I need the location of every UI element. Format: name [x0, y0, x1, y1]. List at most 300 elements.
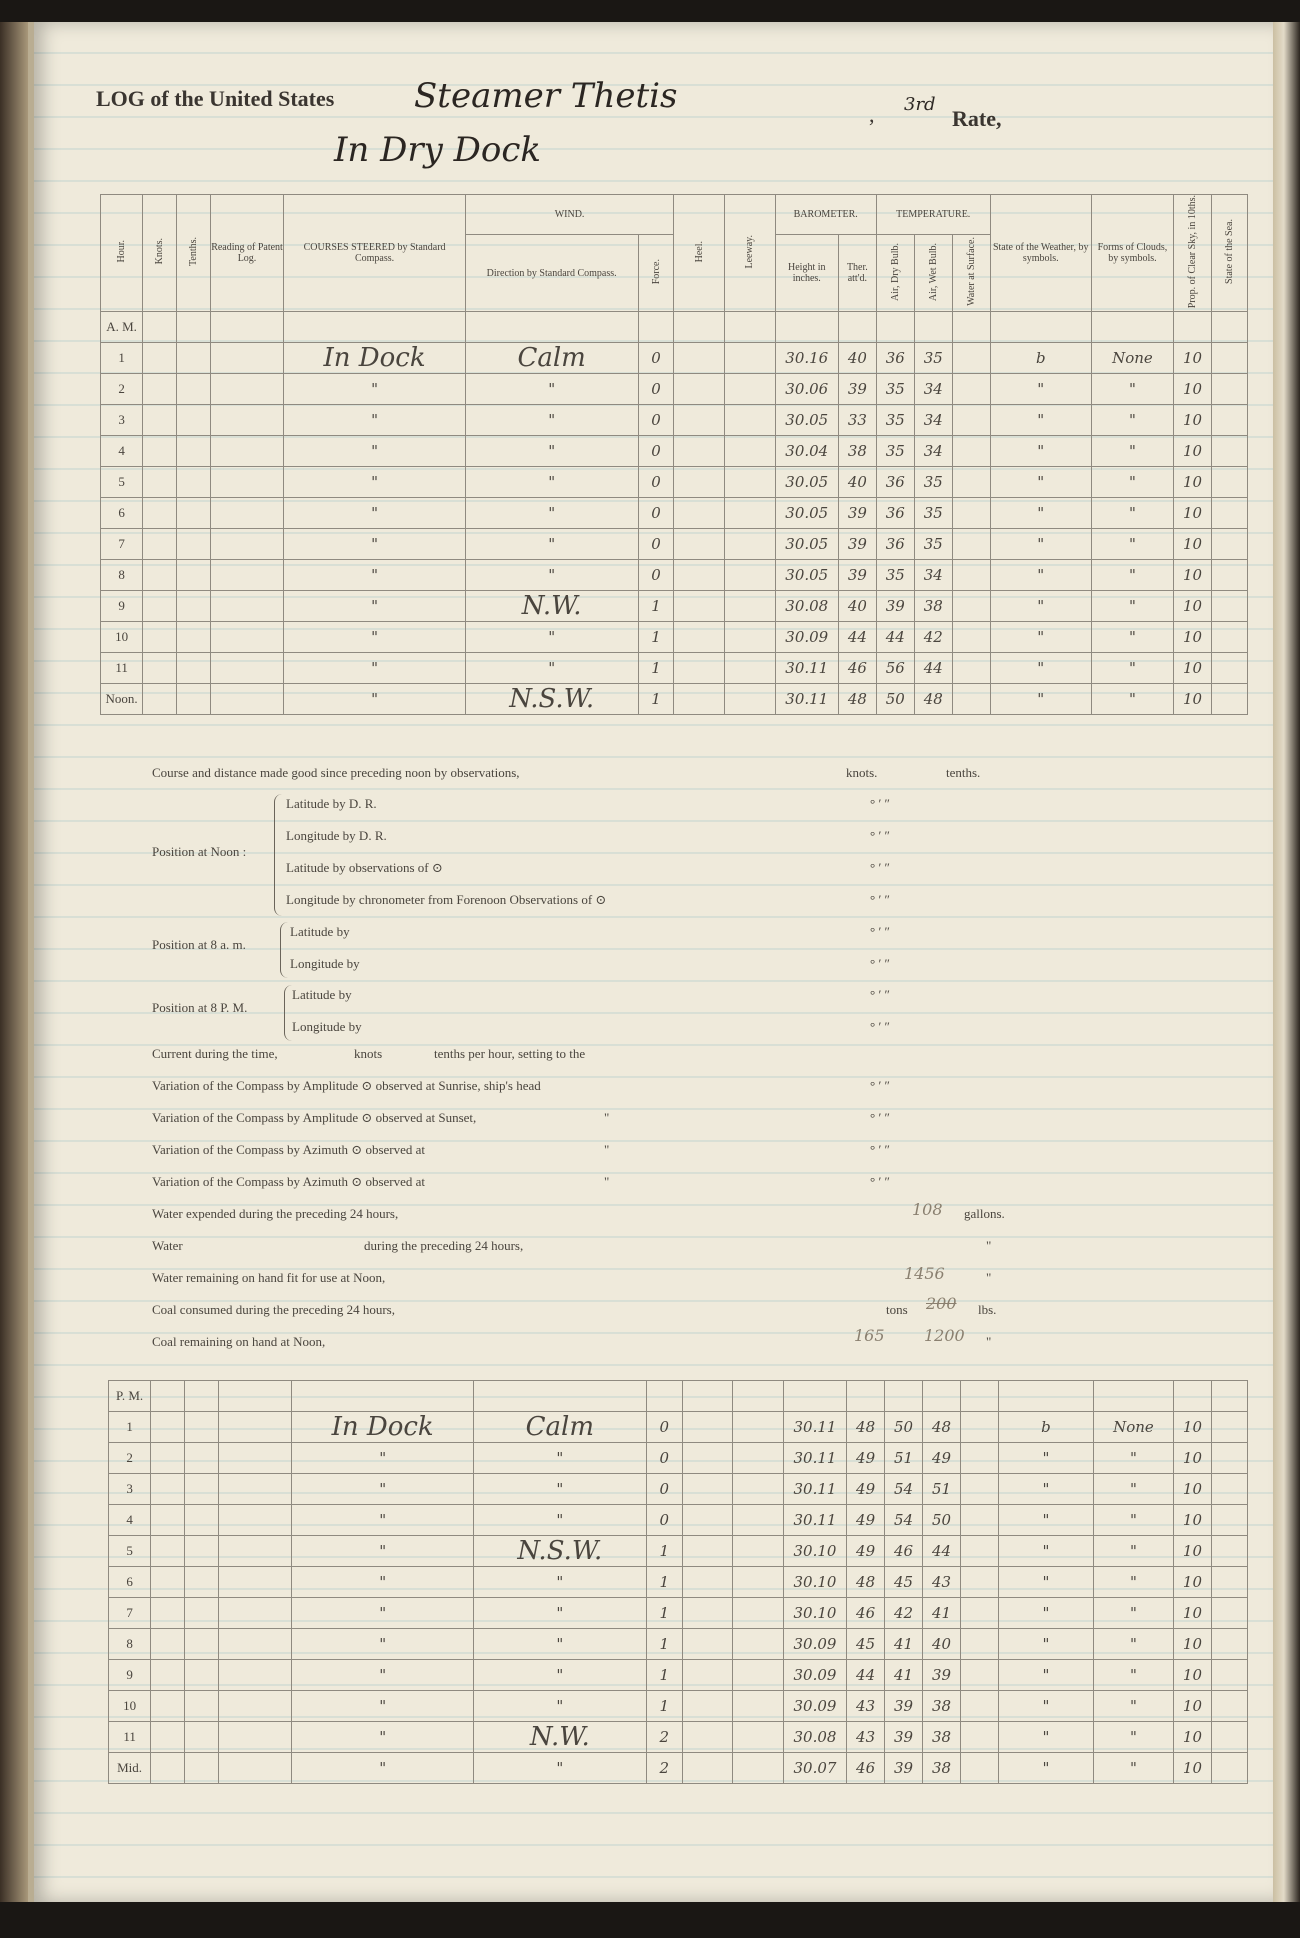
cell-clouds: "	[1091, 653, 1173, 684]
tenths-label: tenths.	[946, 765, 981, 780]
cell-bar: 30.09	[783, 1629, 846, 1660]
cell-empty	[218, 1722, 292, 1753]
cell-course: "	[292, 1629, 473, 1660]
cell-empty	[143, 498, 177, 529]
cell-hour: 3	[101, 405, 143, 436]
cell-wind: Calm	[473, 1412, 646, 1443]
cell-empty	[176, 312, 210, 343]
cell-force: 0	[638, 374, 674, 405]
cell-empty	[682, 1567, 733, 1598]
cell-wet: 35	[914, 529, 952, 560]
cell-empty	[952, 622, 990, 653]
cell-weather: "	[998, 1753, 1093, 1784]
cell-hour: 11	[109, 1722, 151, 1753]
cell-empty	[952, 684, 990, 715]
pm8-lon: Longitude by	[292, 1019, 362, 1034]
cell-empty	[1211, 1381, 1247, 1412]
cell-empty	[682, 1691, 733, 1722]
cell-force: 2	[646, 1753, 682, 1784]
table-row	[109, 1536, 1248, 1567]
cell-empty	[176, 529, 210, 560]
cell-empty	[184, 1381, 218, 1412]
cell-empty	[184, 1443, 218, 1474]
cell-empty	[210, 529, 284, 560]
cell-hour: Noon.	[101, 684, 143, 715]
cell-empty	[143, 467, 177, 498]
cell-wet: 40	[923, 1629, 961, 1660]
cell-course: "	[292, 1567, 473, 1598]
cell-course: "	[292, 1691, 473, 1722]
cell-wind: N.S.W.	[465, 684, 638, 715]
cell-wind: "	[473, 1691, 646, 1722]
cell-empty	[733, 1753, 784, 1784]
cell-force: 0	[646, 1443, 682, 1474]
cell-empty	[184, 1567, 218, 1598]
coal-remaining-label: Coal remaining on hand at Noon,	[152, 1334, 326, 1349]
cell-ther: 44	[847, 1660, 885, 1691]
cell-empty	[960, 1722, 998, 1753]
cell-bar: 30.10	[783, 1536, 846, 1567]
variation-azimuth-2: Variation of the Compass by Azimuth ⊙ observed at	[152, 1174, 426, 1189]
knots-label: knots.	[846, 765, 878, 780]
cell-empty	[682, 1412, 733, 1443]
cell-empty	[682, 1443, 733, 1474]
cell-empty	[1212, 343, 1248, 374]
cell-ther: 43	[847, 1722, 885, 1753]
cell-dry: 41	[885, 1660, 923, 1691]
cell-wet: 50	[923, 1505, 961, 1536]
cell-course: "	[284, 684, 465, 715]
cell-empty	[218, 1753, 292, 1784]
cell-bar: 30.07	[783, 1753, 846, 1784]
cell-empty	[176, 436, 210, 467]
cell-wet: 34	[914, 405, 952, 436]
rate-label: Rate,	[952, 106, 1002, 131]
cell-hour: 5	[101, 467, 143, 498]
cell-empty	[143, 405, 177, 436]
cell-wind: "	[473, 1660, 646, 1691]
cell-force: 0	[638, 436, 674, 467]
cell-clouds: None	[1091, 343, 1173, 374]
cell-empty	[143, 436, 177, 467]
cell-empty	[151, 1381, 185, 1412]
col-clear-sky: Prop. of Clear Sky, in 10ths.	[1187, 195, 1199, 309]
cell-hour: 11	[101, 653, 143, 684]
cell-empty	[176, 591, 210, 622]
cell-wet: 48	[914, 684, 952, 715]
cell-hour: 10	[101, 622, 143, 653]
cell-wind: N.W.	[473, 1722, 646, 1753]
cell-force: 1	[646, 1660, 682, 1691]
cell-bar: 30.10	[783, 1567, 846, 1598]
cell-empty	[682, 1536, 733, 1567]
cell-empty	[725, 684, 776, 715]
cell-hour: 4	[109, 1505, 151, 1536]
cell-course: "	[284, 436, 465, 467]
cell-empty	[218, 1536, 292, 1567]
cell-ther: 48	[847, 1567, 885, 1598]
cell-empty	[1212, 622, 1248, 653]
cell-force: 1	[638, 622, 674, 653]
cell-empty	[952, 467, 990, 498]
col-clouds: Forms of Clouds, by symbols.	[1091, 195, 1173, 312]
cell-empty	[725, 560, 776, 591]
cell-empty	[218, 1443, 292, 1474]
table-row	[109, 1474, 1248, 1505]
cell-wet: 38	[923, 1722, 961, 1753]
current-label: Current during the time,	[152, 1046, 278, 1061]
cell-hour: Mid.	[109, 1753, 151, 1784]
cell-bar: 30.10	[783, 1598, 846, 1629]
cell-sky: 10	[1174, 560, 1212, 591]
cell-clouds: "	[1091, 529, 1173, 560]
cell-empty	[210, 405, 284, 436]
cell-hour: 7	[109, 1598, 151, 1629]
cell-course	[292, 1381, 473, 1412]
cell-empty	[184, 1691, 218, 1722]
cell-empty	[218, 1629, 292, 1660]
cell-clouds: None	[1093, 1412, 1173, 1443]
cell-empty	[725, 436, 776, 467]
table-row	[101, 529, 1248, 560]
cell-empty	[1212, 498, 1248, 529]
cell-course: "	[292, 1660, 473, 1691]
cell-dry: 46	[885, 1536, 923, 1567]
cell-weather: b	[998, 1412, 1093, 1443]
cell-empty	[682, 1381, 733, 1412]
col-water-surface: Water at Surface.	[965, 237, 977, 307]
cell-hour: P. M.	[109, 1381, 151, 1412]
col-wind-direction: Direction by Standard Compass.	[465, 235, 638, 312]
cell-empty	[1211, 1598, 1247, 1629]
cell-dry: 36	[876, 467, 914, 498]
cell-empty	[733, 1722, 784, 1753]
water-expended-label: Water expended during the preceding 24 hours,	[152, 1206, 399, 1221]
cell-dry: 44	[876, 622, 914, 653]
cell-empty	[733, 1660, 784, 1691]
cell-sky: 10	[1173, 1567, 1211, 1598]
dms-marks: ° ′ ″	[870, 828, 890, 843]
cell-ther: 46	[838, 653, 876, 684]
cell-empty	[184, 1753, 218, 1784]
lat-obs: Latitude by observations of ⊙	[286, 860, 443, 875]
vessel-location: In Dry Dock	[334, 130, 542, 170]
cell-hour: 8	[101, 560, 143, 591]
cell-empty	[682, 1722, 733, 1753]
cell-weather: "	[990, 436, 1091, 467]
cell-ther: 33	[838, 405, 876, 436]
am8-lon: Longitude by	[290, 956, 360, 971]
cell-course: "	[284, 560, 465, 591]
cell-empty	[210, 653, 284, 684]
coal-consumed-label: Coal consumed during the preceding 24 hours,	[152, 1302, 395, 1317]
cell-sky: 10	[1173, 1629, 1211, 1660]
cell-bar: 30.11	[783, 1443, 846, 1474]
cell-empty	[1212, 436, 1248, 467]
cell-dry: 35	[876, 436, 914, 467]
cell-empty	[960, 1753, 998, 1784]
cell-force: 1	[646, 1691, 682, 1722]
cell-empty	[151, 1753, 185, 1784]
dms-marks: ° ′ ″	[870, 1019, 890, 1034]
water-during-label: during the preceding 24 hours,	[364, 1238, 524, 1253]
col-wet-bulb: Air, Wet Bulb.	[927, 242, 939, 301]
cell-force	[638, 312, 674, 343]
cell-clouds: "	[1091, 684, 1173, 715]
dms-marks: ° ′ ″	[870, 892, 890, 907]
cell-empty	[184, 1536, 218, 1567]
cell-wind: "	[473, 1629, 646, 1660]
dms-marks: ° ′ ″	[870, 1142, 890, 1157]
cell-force: 1	[638, 653, 674, 684]
log-title: LOG of the United States	[96, 86, 335, 111]
cell-empty	[725, 498, 776, 529]
cell-clouds: "	[1091, 436, 1173, 467]
cell-wind: "	[465, 653, 638, 684]
cell-empty	[1211, 1722, 1247, 1753]
cell-course: In Dock	[284, 343, 465, 374]
cell-weather: "	[998, 1536, 1093, 1567]
cell-sky: 10	[1173, 1722, 1211, 1753]
cell-empty	[674, 560, 725, 591]
cell-empty	[151, 1567, 185, 1598]
table-row	[101, 374, 1248, 405]
cell-ther: 40	[838, 467, 876, 498]
cell-clouds: "	[1093, 1629, 1173, 1660]
cell-empty	[176, 374, 210, 405]
cell-weather: "	[990, 405, 1091, 436]
cell-force: 0	[638, 343, 674, 374]
cell-clouds: "	[1091, 467, 1173, 498]
cell-dry: 50	[876, 684, 914, 715]
cell-empty	[151, 1412, 185, 1443]
table-row	[101, 436, 1248, 467]
cell-clouds: "	[1093, 1567, 1173, 1598]
ditto-mark: "	[986, 1270, 992, 1285]
cell-weather: "	[990, 560, 1091, 591]
cell-hour: 1	[109, 1412, 151, 1443]
cell-wet	[914, 312, 952, 343]
cell-course: "	[284, 405, 465, 436]
log-page: LOG of the United States Steamer Thetis In Dry Dock , 3rd Rate, Hour. Knots. Tenths. Reading of Patent Log. COURSES STEERED by Standard Compass. WIND. Heel. Leeway. BAROMETER. TEMPERATURE. State of the Weather, by symbols. Forms of Clouds, by symbols. Prop. of Clear Sky, in 10ths. State of the Sea. Direction by Standard Compass. Force. Height in inches. Ther. att'd. Air, Dry Bulb. Air, Wet Bulb. Water at Surface. A. M. 1 In Dock Calm 0 30.16 40 36 35 b None 10 2 " " 0 30.06 39 35 34 " " 10 3 " " 0 30.05 33 35 34 " " 10 4 " " 0 30.04 38 35 34 " " 10 5 " " 0 30.05 40 36 35 " " 10 6 " " 0 30.05 39 36 35 " " 10 7 " " 0 30.05 39 36 35 " " 10 8 " " 0 30.05 39 35 34 " " 10 9 " N.W. 1 30.08 40 39 38 " " 10 10 " " 1 30.09 44 44 42 " " 10 11 " " 1 30.11 46 56 44 " " 10 Noon. " N.S.W. 1 30.11 48 50 48 " " 10 Course and distance made good since preceding noon by observations, knots. tenths. Position at Noon : Latitude by D. R. Longitude by D. R. Latitude by observations of ⊙ Longitude by chronometer from Forenoon Observations of ⊙ Position at 8 a. m. Latitude by Longitude by Position at 8 P. M. Latitude by Longitude by Current during the time, knots tenths per hour, setting to the Variation of the Compass by Amplitude ⊙ observed at Sunrise, ship's head Variation of the Compass by Amplitude ⊙ observed at Sunset, Variation of the Compass by Azimuth ⊙ observed at Variation of the Compass by Azimuth ⊙ observed at " " " ° ′ ″ ° ′ ″ ° ′ ″ ° ′ ″ ° ′ ″ ° ′ ″ ° ′ ″ ° ′ ″ ° ′ ″ ° ′ ″ ° ′ ″ ° ′ ″ Water expended during the preceding 24 hours, 108 gallons. Water during the preceding 24 hours, " Water remaining on hand fit for use at Noon, 1456 " Coal consumed during the preceding 24 hours, tons 200 lbs. Coal remaining on hand at Noon, 165 1200 " P. M. 1 In Dock Calm 0 30.11 48 50 48 b None 10 2 " " 0 30.11 49 51 49 " " 10 3 " " 0 30.11 49 54 51 " " 10 4 " " 0 30.11 49 54 50 " " 10 5 " N.S.W. 1 30.10 49 46 44 " " 10 6 " " 1 30.10 48 45 43 " " 10 7 " " 1 30.10 46 42 41 " " 10 8 " " 1 30.09 45 41 40 " " 10 9 " " 1 30.09 44 41 39 " " 10 10 " " 1 30.09 43 39 38 " " 10 11 " N.W. 2 30.08 43 39 38 " " 10 Mid. " " 2 30.07 46 39 38 " " 10	[28, 22, 1279, 1902]
cell-wet: 35	[914, 467, 952, 498]
cell-sky: 10	[1173, 1660, 1211, 1691]
cell-empty	[1211, 1443, 1247, 1474]
cell-empty	[218, 1381, 292, 1412]
table-row	[101, 498, 1248, 529]
cell-empty	[674, 529, 725, 560]
cell-ther: 39	[838, 560, 876, 591]
cell-empty	[1212, 591, 1248, 622]
col-heel: Heel.	[693, 240, 705, 263]
cell-clouds	[1091, 312, 1173, 343]
cell-clouds: "	[1093, 1691, 1173, 1722]
cell-bar: 30.09	[783, 1691, 846, 1722]
cell-clouds: "	[1091, 622, 1173, 653]
cell-dry	[876, 312, 914, 343]
cell-bar	[783, 1381, 846, 1412]
cell-sky: 10	[1174, 591, 1212, 622]
cell-ther: 40	[838, 591, 876, 622]
cell-ther: 48	[847, 1412, 885, 1443]
ditto-mark: "	[604, 1142, 610, 1157]
cell-empty	[151, 1629, 185, 1660]
cell-wet: 38	[914, 591, 952, 622]
cell-empty	[960, 1660, 998, 1691]
cell-empty	[960, 1505, 998, 1536]
cell-empty	[952, 591, 990, 622]
cell-course: "	[284, 653, 465, 684]
cell-clouds: "	[1093, 1474, 1173, 1505]
dms-marks: ° ′ ″	[870, 860, 890, 875]
cell-empty	[151, 1505, 185, 1536]
cell-wet: 35	[914, 498, 952, 529]
cell-sky	[1174, 312, 1212, 343]
cell-ther: 49	[847, 1474, 885, 1505]
cell-dry: 36	[876, 498, 914, 529]
cell-weather: "	[998, 1443, 1093, 1474]
cell-wind: Calm	[465, 343, 638, 374]
cell-empty	[1211, 1660, 1247, 1691]
cell-sky: 10	[1174, 498, 1212, 529]
cell-wet: 34	[914, 436, 952, 467]
cell-course	[284, 312, 465, 343]
cell-force: 1	[638, 591, 674, 622]
cell-empty	[674, 436, 725, 467]
cell-empty	[674, 498, 725, 529]
current-knots: knots	[354, 1046, 383, 1061]
cell-sky: 10	[1174, 405, 1212, 436]
cell-empty	[210, 498, 284, 529]
cell-empty	[733, 1691, 784, 1722]
cell-empty	[725, 374, 776, 405]
cell-empty	[674, 684, 725, 715]
col-hour: Hour.	[116, 240, 128, 263]
cell-empty	[725, 622, 776, 653]
cell-force: 0	[646, 1505, 682, 1536]
coal-remaining-tons: 165	[854, 1326, 885, 1345]
cell-empty	[682, 1629, 733, 1660]
page-edge	[1273, 22, 1300, 1902]
ditto-mark: "	[604, 1110, 610, 1125]
cell-ther: 40	[838, 343, 876, 374]
col-sea: State of the Sea.	[1224, 219, 1235, 285]
cell-bar: 30.05	[775, 405, 838, 436]
cell-wind: "	[465, 529, 638, 560]
cell-empty	[960, 1598, 998, 1629]
cell-hour: 2	[109, 1443, 151, 1474]
cell-sky: 10	[1173, 1536, 1211, 1567]
cell-course: "	[284, 374, 465, 405]
cell-empty	[1211, 1629, 1247, 1660]
table-row	[109, 1598, 1248, 1629]
cell-sky: 10	[1174, 343, 1212, 374]
cell-hour: 3	[109, 1474, 151, 1505]
vessel-name: Steamer Thetis	[414, 76, 678, 116]
cell-wind: "	[473, 1567, 646, 1598]
cell-empty	[952, 312, 990, 343]
cell-empty	[1212, 467, 1248, 498]
cell-course: "	[292, 1474, 473, 1505]
cell-wet: 34	[914, 374, 952, 405]
cell-empty	[1212, 374, 1248, 405]
cell-course: "	[292, 1753, 473, 1784]
cell-force: 1	[646, 1536, 682, 1567]
cell-dry: 39	[876, 591, 914, 622]
cell-bar: 30.11	[775, 653, 838, 684]
cell-empty	[952, 529, 990, 560]
col-courses: COURSES STEERED by Standard Compass.	[284, 195, 465, 312]
cell-empty	[176, 498, 210, 529]
cell-empty	[733, 1536, 784, 1567]
cell-empty	[184, 1598, 218, 1629]
cell-bar: 30.09	[775, 622, 838, 653]
cell-empty	[674, 467, 725, 498]
cell-bar: 30.11	[783, 1412, 846, 1443]
cell-ther: 44	[838, 622, 876, 653]
table-row	[109, 1629, 1248, 1660]
cell-empty	[733, 1629, 784, 1660]
cell-empty	[143, 343, 177, 374]
cell-weather: "	[990, 591, 1091, 622]
water-remaining-value: 1456	[904, 1264, 945, 1283]
cell-bar: 30.06	[775, 374, 838, 405]
cell-empty	[184, 1412, 218, 1443]
table-row	[101, 591, 1248, 622]
cell-bar: 30.11	[775, 684, 838, 715]
cell-sky: 10	[1173, 1691, 1211, 1722]
cell-course: "	[284, 467, 465, 498]
cell-wind: "	[465, 498, 638, 529]
cell-empty	[143, 622, 177, 653]
cell-empty	[184, 1474, 218, 1505]
cell-weather	[990, 312, 1091, 343]
cell-dry: 41	[885, 1629, 923, 1660]
cell-empty	[952, 405, 990, 436]
cell-wet: 38	[923, 1691, 961, 1722]
cell-empty	[960, 1567, 998, 1598]
cell-weather: "	[998, 1722, 1093, 1753]
col-bar-height: Height in inches.	[775, 235, 838, 312]
cell-empty	[1211, 1412, 1247, 1443]
cell-sky: 10	[1174, 529, 1212, 560]
cell-empty	[151, 1443, 185, 1474]
cell-empty	[176, 560, 210, 591]
col-dry-bulb: Air, Dry Bulb.	[889, 242, 901, 301]
cell-sky: 10	[1174, 467, 1212, 498]
cell-weather: "	[990, 622, 1091, 653]
cell-empty	[210, 374, 284, 405]
cell-empty	[1211, 1474, 1247, 1505]
cell-empty	[733, 1474, 784, 1505]
cell-wind	[473, 1381, 646, 1412]
cell-clouds: "	[1091, 591, 1173, 622]
cell-ther: 38	[838, 436, 876, 467]
cell-clouds: "	[1093, 1443, 1173, 1474]
cell-course: "	[292, 1536, 473, 1567]
table-row	[101, 312, 1248, 343]
cell-dry: 39	[885, 1722, 923, 1753]
table-row	[109, 1722, 1248, 1753]
col-patent-log: Reading of Patent Log.	[210, 195, 284, 312]
cell-sky: 10	[1174, 622, 1212, 653]
cell-force: 1	[646, 1567, 682, 1598]
cell-empty	[176, 684, 210, 715]
cell-force: 1	[646, 1598, 682, 1629]
cell-empty	[143, 560, 177, 591]
cell-empty	[733, 1443, 784, 1474]
variation-sunrise: Variation of the Compass by Amplitude ⊙ observed at Sunrise, ship's head	[152, 1078, 541, 1093]
